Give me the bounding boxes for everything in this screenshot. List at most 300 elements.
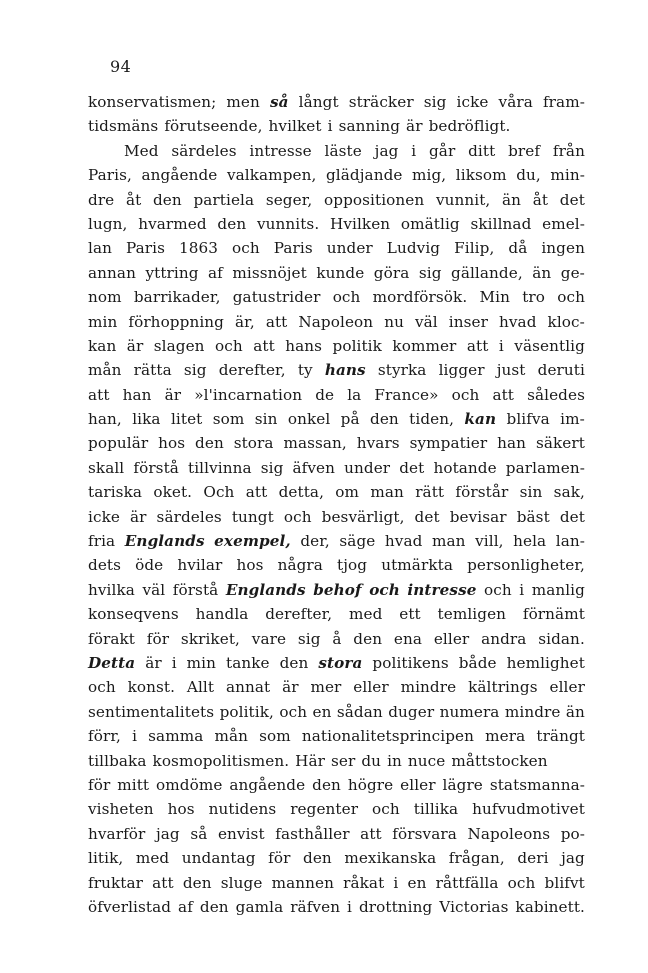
word: högre (347, 775, 394, 794)
word: sluge (220, 873, 263, 892)
word: är (406, 117, 423, 136)
emphasized-word: intresse (407, 580, 477, 599)
word: hvarmed (138, 214, 207, 233)
emphasized-word: stora (318, 653, 363, 672)
word: fram- (542, 93, 585, 111)
word: politik (332, 336, 382, 355)
word: barrikader, (133, 288, 221, 307)
word: mer (310, 678, 342, 697)
word: derefter, (265, 605, 333, 624)
word: göra (373, 263, 410, 282)
word: ge- (560, 263, 585, 282)
text-line (88, 285, 585, 309)
word: 1863 (178, 239, 219, 258)
word: tillika (413, 800, 459, 819)
word: mannen (271, 873, 334, 892)
word: hela (513, 532, 547, 551)
word: den (182, 873, 212, 892)
word: trängt (536, 727, 585, 746)
word: och (232, 239, 260, 258)
text-line (88, 456, 585, 480)
word: att (245, 483, 268, 502)
word: hvarför (88, 824, 146, 843)
word: hos (167, 800, 195, 819)
word: ingen (541, 239, 585, 258)
word: vunnits. (256, 214, 320, 233)
text-line (88, 773, 585, 797)
word: är (145, 653, 162, 672)
word: oket. (153, 483, 193, 502)
word: in (387, 751, 402, 770)
word: nu (384, 312, 404, 331)
word: lan- (555, 532, 585, 551)
word: hufvudmotivet (472, 800, 585, 819)
word: frågan, (448, 849, 505, 868)
word: Napoleons (467, 824, 551, 843)
word: du, (516, 166, 541, 185)
word: än (502, 190, 522, 209)
text-line (88, 871, 585, 895)
word: Napoleon (298, 312, 374, 331)
word: och (483, 580, 512, 599)
word: på (340, 410, 360, 429)
word: oppositionen (324, 190, 425, 209)
text-line (88, 797, 585, 821)
word: försvara (392, 824, 457, 843)
word: förstår (455, 483, 509, 502)
word: gällande, (451, 263, 523, 282)
word: kältrings (468, 678, 538, 697)
word: drottning (358, 897, 433, 916)
word: läste (324, 141, 362, 160)
word: deruti (537, 361, 585, 380)
word: regenter (290, 800, 359, 819)
word: glädjande (325, 166, 403, 185)
word: numera (439, 702, 500, 721)
emphasized-word: behof (313, 580, 362, 599)
word: derefter, (218, 361, 286, 380)
word: ditt (468, 141, 496, 160)
word: min- (550, 166, 585, 185)
emphasized-word: exempel, (214, 532, 291, 551)
word: skall (88, 458, 125, 477)
word: sin (254, 410, 278, 429)
word: bedröfligt. (428, 117, 511, 136)
word: konservatismen; (88, 93, 217, 111)
word: seger, (265, 190, 313, 209)
word: massan, (283, 434, 347, 453)
word: sig (418, 263, 442, 282)
emphasized-word: Englands (225, 580, 306, 599)
word: mig, (412, 166, 447, 185)
word: samma (148, 727, 204, 746)
word: omdöme (156, 775, 223, 794)
word: ser (331, 751, 356, 770)
word: åt (125, 190, 142, 209)
text-line (88, 749, 585, 773)
word: dre (88, 190, 115, 209)
word: i (347, 897, 352, 916)
word: rätt (415, 483, 445, 502)
word: eller (400, 775, 436, 794)
word: intresse (249, 141, 312, 160)
word: för (88, 775, 111, 794)
word: säge (339, 532, 376, 551)
word: ett (399, 605, 421, 624)
word: vill, (475, 532, 504, 551)
word: lägre (442, 775, 483, 794)
word: af (208, 263, 223, 282)
word: personligheter, (467, 556, 585, 575)
word: jag (155, 824, 180, 843)
word: väl (414, 312, 438, 331)
word: våra (498, 93, 533, 111)
word: eller (433, 629, 470, 648)
word: att (253, 336, 275, 355)
word: så (190, 824, 208, 843)
word: och (215, 336, 243, 355)
text-line (88, 846, 585, 870)
word: mindre (400, 678, 457, 697)
word: kunde (316, 263, 365, 282)
word: sig (423, 93, 447, 111)
word: duger (388, 702, 435, 721)
word: gamla (235, 897, 284, 916)
word: sidan. (538, 629, 585, 648)
text-line (88, 90, 585, 114)
word: skriket, (180, 629, 240, 648)
word: och (332, 288, 361, 307)
text-line (88, 114, 585, 138)
word: sig (183, 361, 207, 380)
word: med (135, 849, 170, 868)
word: i (327, 117, 333, 136)
word: att (265, 312, 288, 331)
word: mordförsök. (372, 288, 468, 307)
word: statsmanna- (489, 775, 585, 794)
word: i (171, 653, 177, 672)
word: sig (260, 458, 284, 477)
word: är (130, 507, 147, 526)
word: konst. (127, 678, 176, 697)
word: bäst (516, 507, 550, 526)
word: lan (88, 239, 112, 258)
word: dets (88, 556, 122, 575)
word: å (332, 629, 342, 648)
word: deri (517, 849, 549, 868)
word: angående (141, 166, 218, 185)
word: hos (236, 556, 264, 575)
word: omätlig (400, 214, 460, 233)
word: och (507, 873, 536, 892)
word: icke (88, 507, 120, 526)
word: mera (485, 727, 526, 746)
text-line (88, 358, 585, 382)
word: kosmopolitismen. (152, 751, 290, 770)
word: bevisar (449, 507, 507, 526)
word: under (344, 458, 391, 477)
word: partiela (193, 190, 255, 209)
word: Hvilken (329, 214, 391, 233)
word: nationalitetsprincipen (301, 727, 475, 746)
word: valkampen, (226, 166, 317, 185)
word: och (88, 678, 116, 697)
word: nutidens (208, 800, 277, 819)
word: nuce (407, 751, 446, 770)
word: min (186, 653, 216, 672)
word: min (88, 312, 118, 331)
word: han, (88, 410, 122, 429)
word: mitt (117, 775, 150, 794)
word: du (361, 751, 382, 770)
word: mindre (504, 702, 561, 721)
word: litik, (88, 849, 124, 868)
word: politikens (372, 653, 449, 672)
word: förstå (133, 458, 179, 477)
word: yttring (145, 263, 199, 282)
word: parlamen- (505, 458, 585, 477)
emphasized-word: och (369, 580, 400, 599)
word: som (212, 410, 245, 429)
word: skillnad (470, 214, 532, 233)
word: undantag (181, 849, 256, 868)
emphasized-word: kan (464, 410, 497, 429)
word: och (372, 800, 400, 819)
word: rätta (133, 361, 172, 380)
word: andra (481, 629, 527, 648)
text-line (88, 139, 585, 163)
word: han (122, 385, 152, 404)
word: hos (158, 434, 186, 453)
word: den (353, 629, 383, 648)
word: hvilket (268, 117, 322, 136)
word: för (268, 849, 291, 868)
text-line (88, 261, 585, 285)
word: sentimentalitets (88, 702, 215, 721)
word: populär (88, 434, 149, 453)
word: öfverlistad (88, 897, 172, 916)
page-number: 94 (110, 57, 132, 76)
word: sträcker (348, 93, 414, 111)
word: hvilka (88, 580, 135, 599)
word: hvars (356, 434, 400, 453)
word: hemlighet (506, 653, 585, 672)
word: hvilar (177, 556, 223, 575)
word: besvärligt, (321, 507, 405, 526)
text-line (88, 236, 585, 260)
word: stora (233, 434, 274, 453)
word: po- (560, 824, 585, 843)
word: France» (374, 385, 439, 404)
word: äfven (292, 458, 336, 477)
word: »l'incarnation (194, 385, 303, 404)
word: mexikanska (344, 849, 437, 868)
word: både (458, 653, 497, 672)
word: slagen (153, 336, 205, 355)
word: man (370, 483, 404, 502)
word: i (519, 580, 525, 599)
word: är (126, 336, 144, 355)
word: Ludvig (386, 239, 441, 258)
word: la (347, 385, 362, 404)
word: förhoppning (128, 312, 224, 331)
text-line (88, 675, 585, 699)
word: och (283, 507, 312, 526)
word: det (559, 190, 585, 209)
word: sanning (338, 117, 401, 136)
word: hans (285, 336, 323, 355)
word: Paris (273, 239, 313, 258)
word: tungt (231, 507, 274, 526)
word: tariska (88, 483, 143, 502)
word: från (552, 141, 585, 160)
word: i (411, 141, 417, 160)
word: väsentlig (514, 336, 585, 355)
word: förnämt (522, 605, 585, 624)
word: der, (300, 532, 330, 551)
word: eller (353, 678, 389, 697)
word: några (277, 556, 323, 575)
word: sin (519, 483, 543, 502)
word: men (226, 93, 260, 111)
word: fria (88, 532, 116, 551)
word: sådan (336, 702, 383, 721)
word: angående (229, 775, 306, 794)
word: måttstocken (451, 751, 548, 770)
word: tidsmäns (88, 117, 159, 136)
word: lugn, (88, 214, 128, 233)
word: annan (88, 263, 136, 282)
text-line (88, 602, 585, 626)
word: den (217, 214, 247, 233)
word: temligen (437, 605, 507, 624)
word: och (557, 288, 585, 307)
word: im- (560, 410, 585, 429)
word: den (370, 410, 399, 429)
word: tanke (225, 653, 270, 672)
word: den (303, 849, 332, 868)
word: är (282, 678, 299, 697)
word: den (199, 897, 229, 916)
word: liksom (455, 166, 507, 185)
word: att (360, 824, 382, 843)
word: tjog (337, 556, 368, 575)
word: det (399, 458, 425, 477)
word: konseqvens (88, 605, 179, 624)
word: tillbaka (88, 751, 147, 770)
word: råttfälla (435, 873, 499, 892)
word: räfven (290, 897, 341, 916)
text-line (88, 822, 585, 846)
word: utmärkta (381, 556, 453, 575)
word: annat (225, 678, 271, 697)
word: hvad (498, 312, 537, 331)
word: är, (235, 312, 255, 331)
emphasized-word: Detta (88, 653, 136, 672)
text-line (88, 553, 585, 577)
word: säkert (535, 434, 585, 453)
word: blifva (506, 410, 550, 429)
word: Paris (125, 239, 165, 258)
word: af (178, 897, 193, 916)
word: öde (135, 556, 164, 575)
word: att (152, 873, 174, 892)
word: under (326, 239, 373, 258)
word: det (414, 507, 440, 526)
word: således (527, 385, 585, 404)
word: än (532, 263, 552, 282)
word: i (498, 336, 504, 355)
emphasized-word: Englands (124, 532, 205, 551)
word: sympatier (409, 434, 488, 453)
text-line (88, 578, 585, 602)
word: förutseende, (164, 117, 263, 136)
word: visheten (88, 800, 154, 819)
word: den (279, 653, 309, 672)
word: det (559, 507, 585, 526)
word: väl (142, 580, 166, 599)
word: särdeles (156, 507, 222, 526)
word: Victorias (439, 897, 509, 916)
text-line (88, 188, 585, 212)
word: åt (532, 190, 549, 209)
word: manlig (531, 580, 585, 599)
word: sak, (553, 483, 585, 502)
emphasized-word: så (269, 93, 289, 111)
word: kommer (392, 336, 457, 355)
word: förr, (88, 727, 121, 746)
word: Här (295, 751, 325, 770)
word: med (349, 605, 383, 624)
word: och (451, 385, 480, 404)
word: särdeles (171, 141, 237, 160)
word: man (432, 532, 466, 551)
word: kan (88, 336, 117, 355)
word: de (315, 385, 335, 404)
word: går (428, 141, 456, 160)
word: tiden, (409, 410, 455, 429)
word: den (312, 775, 341, 794)
word: om (335, 483, 360, 502)
body-text (88, 90, 585, 919)
word: emel- (542, 214, 585, 233)
text-line (88, 407, 585, 431)
word: är (164, 385, 182, 404)
text-line (88, 651, 585, 675)
word: som (259, 727, 291, 746)
word: eller (549, 678, 585, 697)
word: i (132, 727, 138, 746)
word: lika (132, 410, 161, 429)
word: ena (393, 629, 423, 648)
word: Och (203, 483, 235, 502)
word: förstå (172, 580, 219, 599)
word: långt (298, 93, 339, 111)
word: förakt (88, 629, 135, 648)
word: och (279, 702, 308, 721)
emphasized-word: hans (324, 361, 366, 380)
word: Min (479, 288, 510, 307)
text-line (88, 724, 585, 748)
word: än (565, 702, 585, 721)
word: i (393, 873, 399, 892)
word: bref (508, 141, 541, 160)
word: ty (297, 361, 313, 380)
word: tillvinna (188, 458, 252, 477)
word: tro (522, 288, 546, 307)
word: hotande (433, 458, 497, 477)
word: den (195, 434, 224, 453)
